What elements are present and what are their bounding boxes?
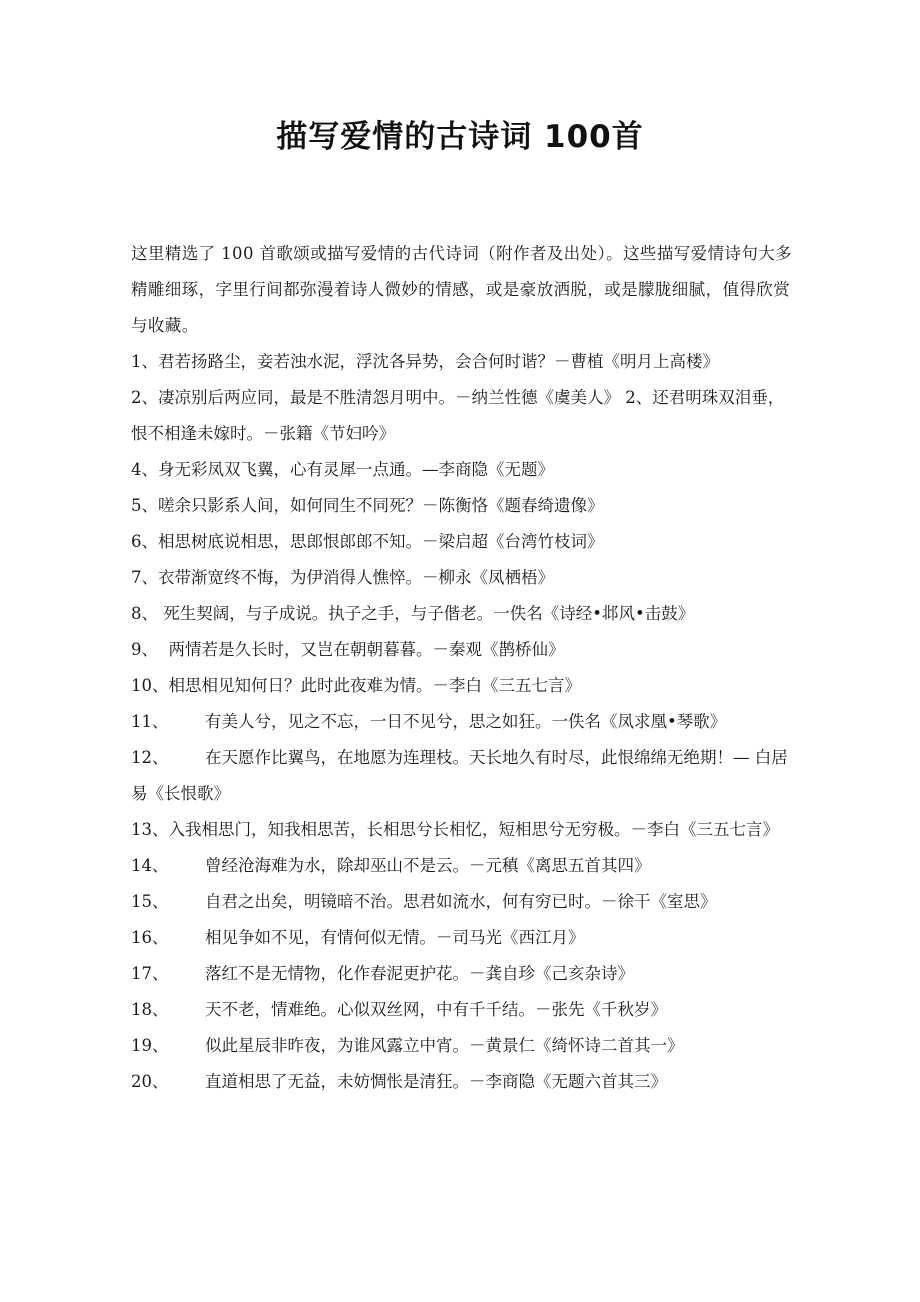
entry-text: 入我相思门，知我相思苦，长相思兮长相忆，短相思兮无穷极。－李白《三五七言》 — [168, 820, 779, 839]
poem-entry — [131, 956, 793, 992]
entry-number: 1、 — [131, 352, 158, 371]
entry-number: 6、 — [131, 532, 158, 551]
poem-entry — [131, 344, 793, 380]
entry-text: 嗟余只影系人间，如何同生不同死？－陈衡恪《题春绮遗像》 — [158, 496, 604, 515]
entry-text: 天不老，情难绝。心似双丝网，中有千千结。－张先《千秋岁》 — [205, 1000, 667, 1019]
entry-number: 11、 — [131, 712, 169, 731]
poem-entry — [131, 668, 793, 704]
entry-number: 5、 — [131, 496, 158, 515]
entry-number: 19、 — [131, 1036, 169, 1055]
entry-number: 17、 — [131, 964, 169, 983]
entry-text: 相思树底说相思，思郎恨郎郎不知。－梁启超《台湾竹枝词》 — [158, 532, 604, 551]
entry-number: 13、 — [131, 820, 169, 839]
entry-text: 直道相思了无益，未妨惆怅是清狂。－李商隐《无题六首其三》 — [205, 1072, 667, 1091]
poem-entry — [131, 632, 793, 668]
entry-text: 相思相见知何日？此时此夜难为情。－李白《三五七言》 — [168, 676, 581, 695]
entry-text: 相见争如不见，有情何似无情。－司马光《西江月》 — [205, 928, 585, 947]
entry-number: 7、 — [131, 568, 158, 587]
poem-entry — [131, 920, 793, 956]
poem-entry — [131, 380, 793, 452]
entry-text: 有美人兮，见之不忘，一日不见兮，思之如狂。一佚名《凤求凰•琴歌》 — [205, 712, 727, 731]
poem-entry — [131, 560, 793, 596]
entry-text: 自君之出矣，明镜暗不治。思君如流水，何有穷已时。－徐干《室思》 — [205, 892, 717, 911]
entry-number: 20、 — [131, 1072, 169, 1091]
entry-number: 9、 — [131, 640, 158, 659]
entry-text: 在天愿作比翼鸟，在地愿为连理枝。天长地久有时尽，此恨绵绵无绝期！— 白居易《长恨歌》 — [131, 748, 788, 803]
entry-number: 10、 — [131, 676, 169, 695]
poem-entry — [131, 524, 793, 560]
intro-paragraph: 这里精选了 100 首歌颂或描写爱情的古代诗词（附作者及出处）。这些描写爱情诗句大多精雕细琢，字里行间都弥漫着诗人微妙的情感，或是豪放洒脱，或是朦胧细腻，值得欣赏与收藏。 — [131, 244, 793, 335]
entry-number: 16、 — [131, 928, 169, 947]
entry-number: 14、 — [131, 856, 169, 875]
entry-text: 君若扬路尘，妾若浊水泥，浮沈各异势，会合何时谐？－曹植《明月上高楼》 — [158, 352, 719, 371]
poem-entry — [131, 848, 793, 884]
poem-entry — [131, 452, 793, 488]
entry-text: 衣带渐宽终不悔，为伊消得人憔悴。－柳永《凤栖梧》 — [158, 568, 554, 587]
poem-entry — [131, 992, 793, 1028]
poem-entry — [131, 884, 793, 920]
entry-number: 2、 — [131, 388, 158, 407]
poem-entry — [131, 488, 793, 524]
entry-number: 15、 — [131, 892, 169, 911]
poem-entry — [131, 812, 793, 848]
entry-text: 落红不是无情物，化作春泥更护花。－龚自珍《己亥杂诗》 — [205, 964, 634, 983]
entry-text: 似此星辰非昨夜，为谁风露立中宵。－黄景仁《绮怀诗二首其一》 — [205, 1036, 684, 1055]
entry-text: 曾经沧海难为水，除却巫山不是云。－元稹《离思五首其四》 — [205, 856, 651, 875]
poem-entry — [131, 1028, 793, 1064]
entry-number: 8、 — [131, 604, 158, 623]
entry-number: 12、 — [131, 748, 169, 767]
page-title: 描写爱情的古诗词 100首 — [276, 119, 644, 155]
entry-text: 死生契阔，与子成说。执子之手，与子偕老。一佚名《诗经•邶风•击鼓》 — [158, 604, 695, 623]
poem-entry — [131, 596, 793, 632]
poem-entry — [131, 704, 793, 740]
document-body — [131, 236, 793, 1100]
entry-number: 18、 — [131, 1000, 169, 1019]
entry-number: 4、 — [131, 460, 158, 479]
poem-entry — [131, 1064, 793, 1100]
entry-text: 身无彩凤双飞翼，心有灵犀一点通。—李商隐《无题》 — [158, 460, 554, 479]
entry-text: 两情若是久长时，又岂在朝朝暮暮。－秦观《鹊桥仙》 — [158, 640, 565, 659]
poem-entry — [131, 740, 793, 812]
entry-text: 凄凉别后两应同，最是不胜清怨月明中。－纳兰性德《虞美人》 2、还君明珠双泪垂，恨不相逢未嫁时。－张籍《节妇吟》 — [131, 388, 785, 443]
